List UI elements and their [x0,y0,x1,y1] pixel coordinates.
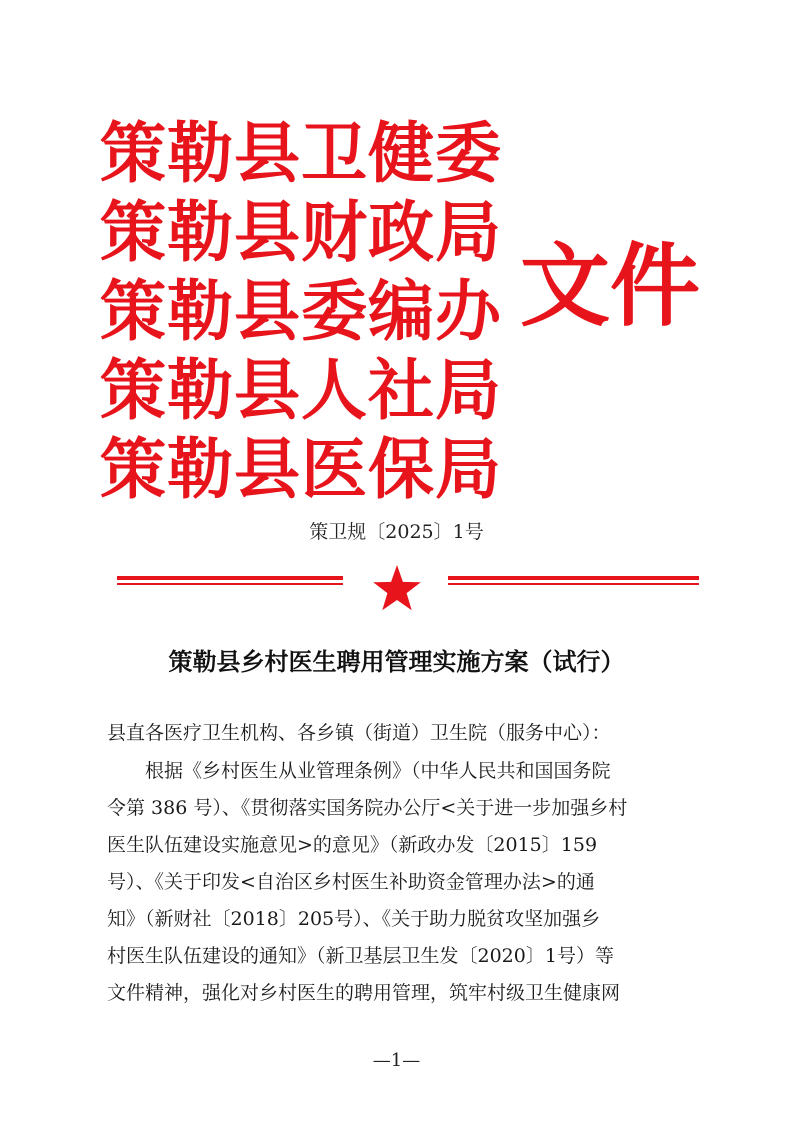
page-number: —1— [372,1050,421,1071]
body-text-line: 文件精神，强化对乡村医生的聘用管理，筑牢村级卫生健康网 [107,982,621,1004]
document-word: 文件 [520,234,700,339]
body-text-line: 号）、《关于印发<自治区乡村医生补助资金管理办法>的通 [107,871,595,893]
issuer-name: 策勒县委编办 [100,273,502,350]
body-text-line: 令第 386 号）、《贯彻落实国务院办公厅<关于进一步加强乡村 [107,797,628,819]
issuer-name: 策勒县医保局 [100,431,502,508]
body-text-line: 医生队伍建设实施意见>的意见》（新政办发〔2015〕159 [107,834,598,856]
document-title: 策勒县乡村医生聘用管理实施方案（试行） [168,648,625,676]
issuer-name: 策勒县卫健委 [100,115,502,192]
red-divider-right [448,576,699,588]
issuer-name: 策勒县财政局 [100,194,502,271]
issuer-name: 策勒县人社局 [100,352,502,429]
document-number: 策卫规〔2025〕1号 [309,521,484,543]
body-text-line: 村医生队伍建设的通知》（新卫基层卫生发〔2020〕1号）等 [107,945,614,967]
body-text-line: 知》（新财社〔2018〕205号）、《关于助力脱贫攻坚加强乡 [107,908,601,930]
issuer-block [100,114,520,509]
body-text-line: 根据《乡村医生从业管理条例》（中华人民共和国国务院 [107,760,611,782]
red-divider-left [117,576,343,588]
red-star-icon [372,564,422,612]
addressee-line: 县直各医疗卫生机构、各乡镇（街道）卫生院（服务中心）： [107,722,611,744]
